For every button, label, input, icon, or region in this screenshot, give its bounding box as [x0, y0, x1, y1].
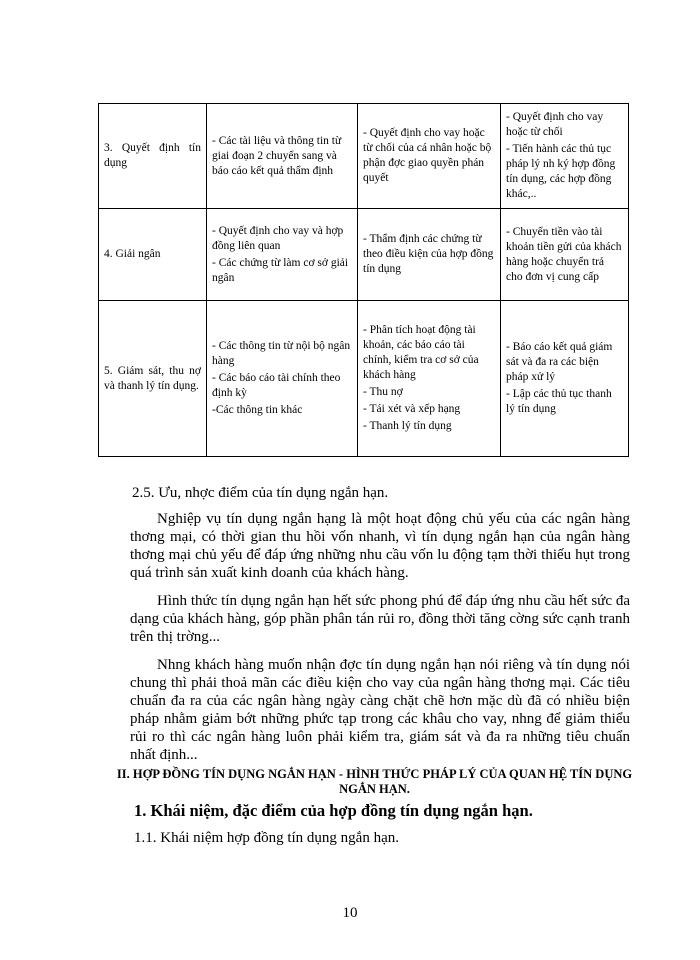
cell-line: - Phân tích hoạt động tài khoản, các báo cáo tài chính, kiểm tra cơ sở của khách hàng	[363, 324, 479, 381]
outputs-cell	[501, 301, 629, 457]
process-cell	[358, 209, 501, 301]
credit-process-table	[98, 103, 629, 457]
subsection-1-heading: 1. Khái niệm, đặc điểm của hợp đồng tín dụng ngắn hạn.	[134, 801, 533, 820]
paragraph: Hình thức tín dụng ngắn hạn hết sức phong phú để đáp ứng nhu cầu hết sức đa dạng của khách hàng, góp phần phân tán rủi ro, đồng thời tăng cờng sức cạnh tranh trên thị trờng...	[130, 593, 630, 645]
cell-line: - Quyết định cho vay hoặc từ chối	[506, 111, 604, 138]
section-2-5-heading: 2.5. Ưu, nhợc điểm của tín dụng ngắn hạn.	[132, 485, 389, 501]
outputs-cell	[501, 104, 629, 209]
cell-line: - Lập các thủ tục thanh lý tín dụng	[506, 388, 612, 415]
cell-line: - Chuyển tiền vào tài khoản tiền gửi của khách hàng hoặc chuyển trả cho đơn vị cung cấp	[506, 225, 622, 283]
cell-line: - Các báo cáo tài chính theo định kỳ	[212, 372, 341, 399]
cell-line: -Các thông tin khác	[212, 404, 303, 416]
outputs-cell	[501, 209, 629, 301]
paragraph: Nhng khách hàng muốn nhận đợc tín dụng ngắn hạn nói riêng và tín dụng nói chung thì phải thoả mãn các điều kiện cho vay của ngân hàng thơng mại. Các tiêu chuẩn đa ra của các ngân hàng ngày càng chặt chẽ hơn mặc dù đã có nhiều biện pháp nhằm giảm bớt những phức tạp trong các khâu cho vay, nhng để giảm thiểu rủi ro thì các ngân hàng luôn phải kiểm tra, giám sát và đa ra những tiêu chuẩn nhất định...	[130, 657, 630, 763]
table-body	[99, 104, 629, 457]
cell-line: - Quyết định cho vay và hợp đồng liên quan	[212, 224, 344, 252]
process-cell	[358, 301, 501, 457]
step-cell: 3. Quyết định tín dụng	[99, 104, 207, 209]
cell-line: - Thẩm định các chứng từ theo điều kiện của hợp đồng tín dụng	[363, 233, 494, 275]
step-cell: 4. Giải ngân	[99, 209, 207, 301]
cell-line: - Thu nợ	[363, 386, 403, 398]
page-number: 10	[342, 905, 358, 921]
cell-line: - Tiến hành các thủ tục pháp lý nh ký hợp đồng tín dụng, các hợp đồng khác,..	[506, 143, 616, 200]
step-cell: 5. Giám sát, thu nợ và thanh lý tín dụng.	[99, 301, 207, 457]
table-row	[99, 209, 629, 301]
cell-line: - Thanh lý tín dụng	[363, 420, 452, 432]
inputs-cell	[207, 104, 358, 209]
cell-line: - Tái xét và xếp hạng	[363, 403, 461, 415]
paragraph: Nghiệp vụ tín dụng ngắn hạng là một hoạt động chủ yếu của các ngân hàng thơng mại, có thời gian thu hồi vốn nhanh, vì tín dụng ngắn hạn của ngân hàng thơng mại chủ yếu để đáp ứng những nhu cầu vốn lu động tạm thời thiếu hụt trong quá trình sản xuất kinh doanh của khách hàng.	[130, 511, 630, 581]
cell-line: - Các thông tin từ nội bộ ngân hàng	[212, 340, 351, 367]
cell-line: - Báo cáo kết quả giám sát và đa ra các biện pháp xử lý	[506, 341, 613, 383]
inputs-cell	[207, 301, 358, 457]
cell-line: - Quyết định cho vay hoặc từ chối của cá nhân hoặc bộ phận đợc giao quyền phán quyết	[363, 127, 492, 184]
table-row	[99, 301, 629, 457]
subsection-1-1-heading: 1.1. Khái niệm hợp đồng tín dụng ngắn hạn.	[134, 830, 399, 846]
cell-line: - Các tài liệu và thông tin từ giai đoạn 2 chuyển sang và báo cáo kết quả thẩm định	[212, 134, 342, 177]
inputs-cell	[207, 209, 358, 301]
section-2-5-body	[130, 510, 630, 764]
table-row	[99, 104, 629, 209]
process-cell	[358, 104, 501, 209]
cell-line: - Các chứng từ làm cơ sở giải ngân	[212, 256, 349, 284]
section-II-heading: II. HỢP ĐỒNG TÍN DỤNG NGẮN HẠN - HÌNH THỨC PHÁP LÝ CỦA QUAN HỆ TÍN DỤNG NGẮN HẠN.	[116, 767, 633, 796]
